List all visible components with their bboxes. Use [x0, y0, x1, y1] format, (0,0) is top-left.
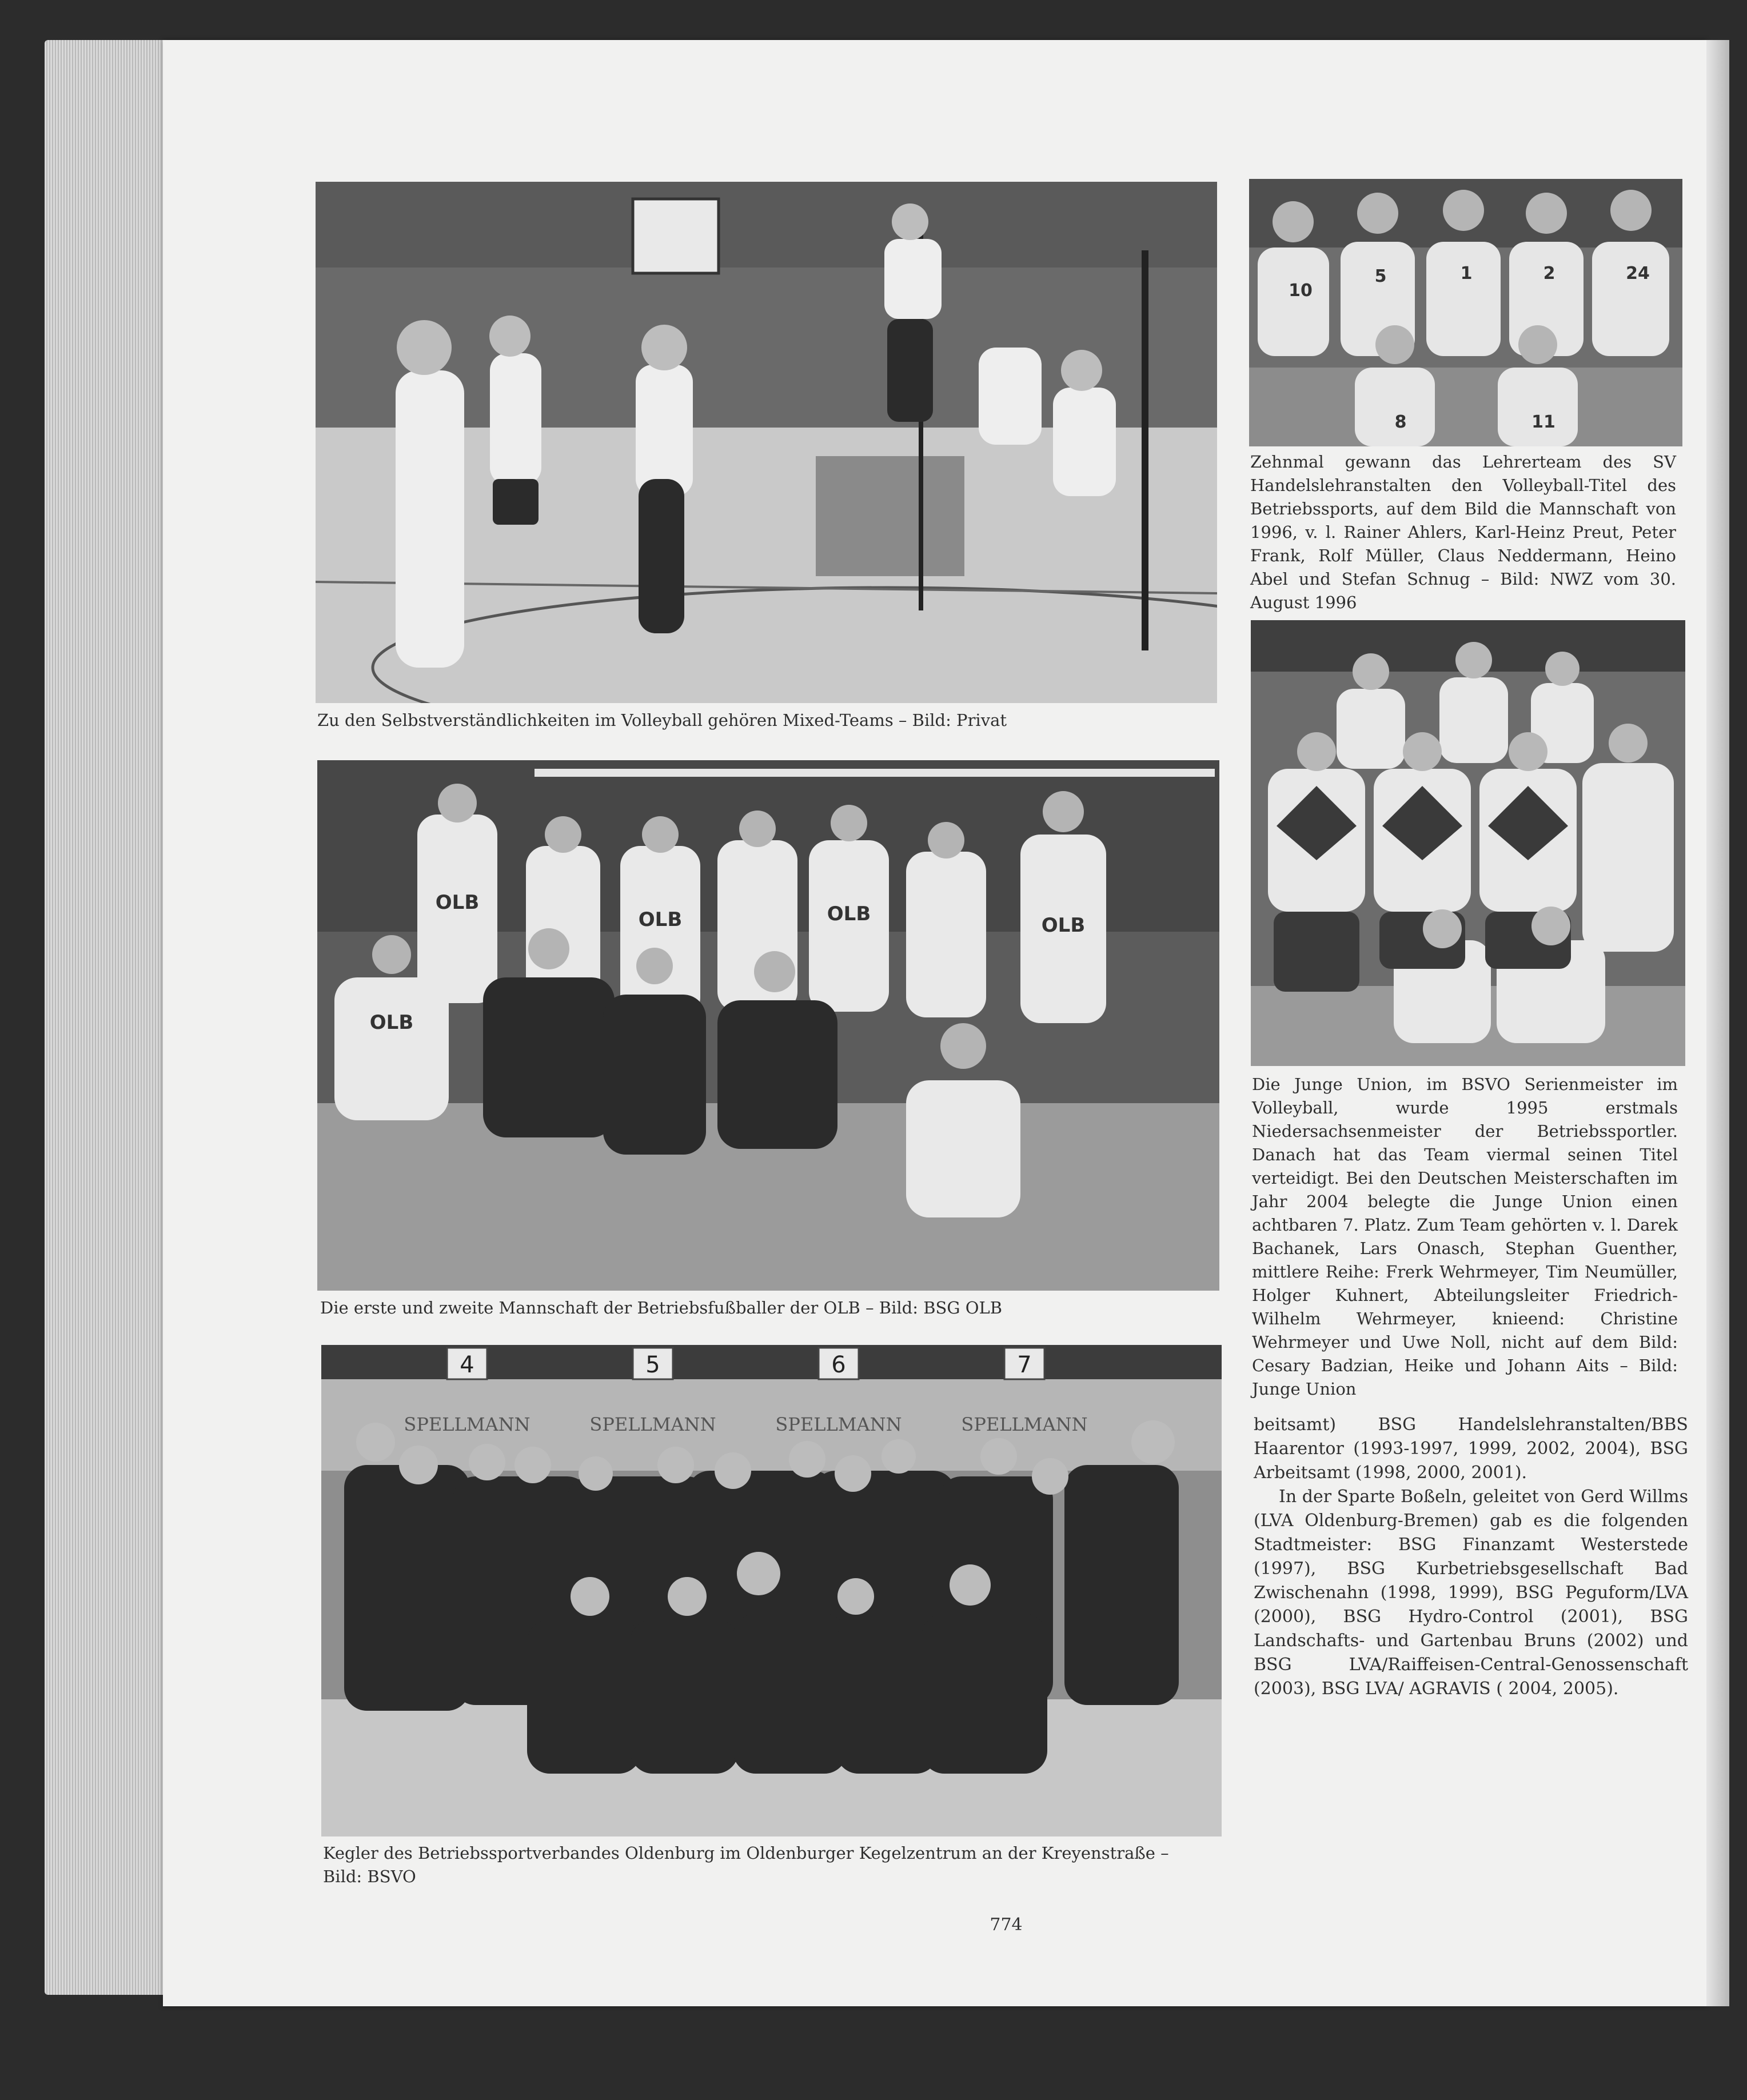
shirt-logo: OLB [638, 908, 683, 931]
jersey-number: 11 [1531, 412, 1555, 432]
shirt-logo: OLB [435, 891, 480, 914]
book-page-stack [45, 40, 170, 1995]
banner-text: SPELLMANN [589, 1414, 716, 1435]
banner-text: SPELLMANN [775, 1414, 902, 1435]
shirt-logo: OLB [1041, 914, 1086, 937]
jersey-number: 1 [1460, 264, 1473, 284]
lane-number: 6 [831, 1352, 846, 1378]
paragraph: In der Sparte Boßeln, geleitet von Gerd Willms (LVA Oldenburg-Bremen) gab es die folgenden Stadtmeister: BSG Finanzamt Westerstede (1997), BSG Kurbetriebsgesellschaft Bad Zwischenahn (1998, 1999), BSG Peguform/LVA (2000), BSG Hydro-Control (2001), BSG Landschafts- und Gartenbau Bruns (2002) und BSG LVA/Raiffeisen-Central-Genossenschaft (2003), BSG LVA/ AGRAVIS ( 2004, 2005). [1254, 1487, 1688, 1699]
caption-volleyball-mixed: Zu den Selbstverständlichkeiten im Volleyball gehören Mixed-Teams – Bild: Privat [317, 710, 1007, 730]
jersey-number: 5 [1374, 266, 1387, 286]
banner-text: SPELLMANN [404, 1414, 531, 1435]
photo-teachers-team [1249, 179, 1682, 446]
caption-junge-union-team: Die Junge Union, im BSVO Serienmeister im Volleyball, wurde 1995 erstmals Niedersachsenmeister der Betriebssportler. Danach hat das Team viermal seinen Titel verteidigt. Bei den Deutschen Meisterschaften im Jahr 2004 belegte die Junge Union einen achtbaren 7. Platz. Zum Team gehörten v. l. Darek Bachanek, Lars Onasch, Stephan Guenther, mittlere Reihe: Frerk Wehrmeyer, Tim Neumüller, Holger Kuhnert, Abteilungsleiter Friedrich-Wilhelm Wehrmeyer, knieend: Christine Wehrmeyer und Uwe Noll, nicht auf dem Bild: Cesary Badzian, Heike und Johann Aits – Bild: Junge Union [1252, 1075, 1678, 1399]
caption-teachers-team: Zehnmal gewann das Lehrerteam des SV Handelslehranstalten den Volleyball-Titel des Betriebssports, auf dem Bild die Mannschaft von 1996, v. l. Rainer Ahlers, Karl-Heinz Preut, Peter Frank, Rolf Müller, Claus Neddermann, Heino Abel und Stefan Schnug – Bild: NWZ vom 30. August 1996 [1250, 452, 1676, 612]
caption-olb-football: Die erste und zweite Mannschaft der Betriebsfußballer der OLB – Bild: BSG OLB [320, 1298, 1003, 1318]
shirt-logo: OLB [827, 903, 871, 925]
jersey-number: 24 [1626, 264, 1650, 284]
shirt-logo: OLB [369, 1011, 414, 1034]
lane-number: 4 [460, 1352, 474, 1378]
paragraph: beitsamt) BSG Handelslehranstalten/BBS Haarentor (1993-1997, 1999, 2002, 2004), BSG Arbeitsamt (1998, 2000, 2001). [1254, 1415, 1688, 1483]
photo-bowling-club [321, 1345, 1222, 1836]
page-gutter-shadow [1706, 40, 1729, 2006]
photo-volleyball-mixed [316, 182, 1217, 703]
lane-number: 7 [1017, 1352, 1032, 1378]
jersey-number: 8 [1394, 412, 1407, 432]
jersey-number: 10 [1289, 281, 1313, 301]
article-body [1254, 1413, 1688, 1701]
jersey-number: 2 [1543, 264, 1555, 284]
photo-junge-union-team [1251, 620, 1685, 1066]
photo-olb-football [317, 760, 1219, 1291]
player-jerseys-back-row [1258, 242, 1669, 356]
page-number: 774 [990, 1915, 1023, 1935]
lane-number: 5 [645, 1352, 660, 1378]
caption-bowling-club: Kegler des Betriebssportverbandes Oldenburg im Oldenburger Kegelzentrum an der Kreyenstraße – Bild: BSVO [323, 1843, 1169, 1886]
banner-text: SPELLMANN [961, 1414, 1088, 1435]
